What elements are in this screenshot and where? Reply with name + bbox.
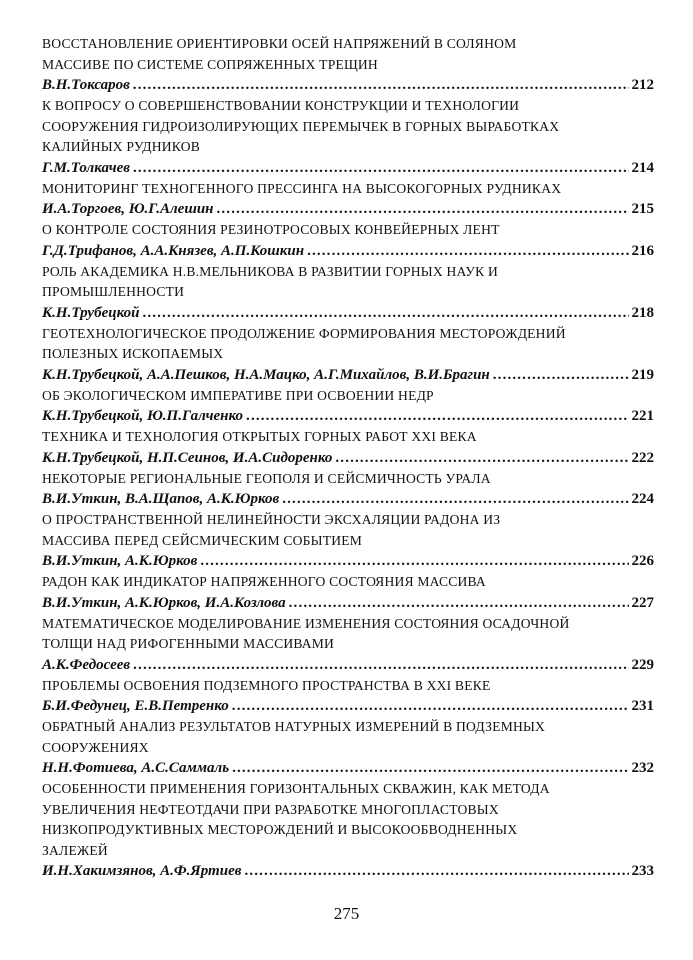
entry-page-number: 226 xyxy=(631,553,654,569)
entry-author-line xyxy=(42,406,654,427)
entry-author-line xyxy=(42,655,654,676)
toc-list xyxy=(42,34,654,882)
dot-leader xyxy=(282,489,628,510)
entry-authors: Г.М.Толкачев xyxy=(42,159,130,176)
entry-page-number: 215 xyxy=(631,201,654,217)
entry-title: РАДОН КАК ИНДИКАТОР НАПРЯЖЕННОГО СОСТОЯНИЯ МАССИВА xyxy=(42,574,486,589)
entry-title: О ПРОСТРАНСТВЕННОЙ НЕЛИНЕЙНОСТИ ЭКСХАЛЯЦИИ РАДОНА ИЗ МАССИВА ПЕРЕД СЕЙСМИЧЕСКИМ СОБЫТИЕМ xyxy=(42,512,501,548)
toc-entry xyxy=(42,96,654,179)
toc-entry xyxy=(42,614,654,676)
dot-leader xyxy=(200,551,628,572)
entry-page-number: 231 xyxy=(631,698,654,714)
dot-leader xyxy=(244,861,628,882)
entry-page-number: 221 xyxy=(631,408,654,424)
entry-title: ТЕХНИКА И ТЕХНОЛОГИЯ ОТКРЫТЫХ ГОРНЫХ РАБОТ XXI ВЕКА xyxy=(42,429,477,444)
page-number: 275 xyxy=(333,904,360,923)
dot-leader xyxy=(335,448,628,469)
entry-page-number: 233 xyxy=(631,863,654,879)
entry-title: ВОССТАНОВЛЕНИЕ ОРИЕНТИРОВКИ ОСЕЙ НАПРЯЖЕНИЙ В СОЛЯНОМ МАССИВЕ ПО СИСТЕМЕ СОПРЯЖЕННЫХ ТРЕЩИН xyxy=(42,36,517,72)
dot-leader xyxy=(217,199,629,220)
entry-author-line xyxy=(42,489,654,510)
entry-page-number: 219 xyxy=(631,366,654,383)
entry-title: ГЕОТЕХНОЛОГИЧЕСКОЕ ПРОДОЛЖЕНИЕ ФОРМИРОВАНИЯ МЕСТОРОЖДЕНИЙ ПОЛЕЗНЫХ ИСКОПАЕМЫХ xyxy=(42,325,566,361)
entry-page-number: 214 xyxy=(631,159,654,176)
dot-leader xyxy=(133,158,629,179)
entry-authors: В.И.Уткин, В.А.Щапов, А.К.Юрков xyxy=(42,491,280,507)
entry-authors: Г.Д.Трифанов, А.А.Князев, А.П.Кошкин xyxy=(42,242,305,259)
entry-authors: К.Н.Трубецкой, Н.П.Сеинов, И.А.Сидоренко xyxy=(42,449,333,466)
entry-authors: К.Н.Трубецкой, Ю.П.Галченко xyxy=(42,408,244,424)
entry-authors: А.К.Федосеев xyxy=(42,656,131,673)
toc-entry xyxy=(42,262,654,324)
toc-entry xyxy=(42,220,654,262)
toc-entry xyxy=(42,34,654,96)
dot-leader xyxy=(142,303,628,324)
entry-page-number: 229 xyxy=(631,656,654,673)
dot-leader xyxy=(133,655,628,676)
entry-author-line xyxy=(42,861,654,882)
toc-entry xyxy=(42,572,654,614)
entry-title: О КОНТРОЛЕ СОСТОЯНИЯ РЕЗИНОТРОСОВЫХ КОНВЕЙЕРНЫХ ЛЕНТ xyxy=(42,222,500,237)
dot-leader xyxy=(232,696,629,717)
entry-author-line xyxy=(42,158,654,179)
dot-leader xyxy=(493,365,629,386)
dot-leader xyxy=(289,593,629,614)
entry-authors: В.Н.Токсаров xyxy=(42,77,130,93)
entry-page-number: 227 xyxy=(631,594,654,611)
entry-title: К ВОПРОСУ О СОВЕРШЕНСТВОВАНИИ КОНСТРУКЦИИ И ТЕХНОЛОГИИ СООРУЖЕНИЯ ГИДРОИЗОЛИРУЮЩИХ ПЕРЕМЫЧЕК В ГОРНЫХ ВЫРАБОТКАХ КАЛИЙНЫХ РУДНИКОВ xyxy=(42,98,560,154)
entry-author-line xyxy=(42,593,654,614)
toc-entry xyxy=(42,717,654,779)
dot-leader xyxy=(246,406,628,427)
entry-page-number: 224 xyxy=(631,491,654,507)
entry-title: ОБРАТНЫЙ АНАЛИЗ РЕЗУЛЬТАТОВ НАТУРНЫХ ИЗМЕРЕНИЙ В ПОДЗЕМНЫХ СООРУЖЕНИЯХ xyxy=(42,719,546,755)
toc-entry xyxy=(42,386,654,428)
entry-page-number: 216 xyxy=(631,242,654,259)
entry-author-line xyxy=(42,696,654,717)
entry-title: НЕКОТОРЫЕ РЕГИОНАЛЬНЫЕ ГЕОПОЛЯ И СЕЙСМИЧНОСТЬ УРАЛА xyxy=(42,470,491,486)
entry-title: ПРОБЛЕМЫ ОСВОЕНИЯ ПОДЗЕМНОГО ПРОСТРАНСТВА В XXI ВЕКЕ xyxy=(42,677,491,693)
entry-author-line xyxy=(42,758,654,779)
entry-title: ОБ ЭКОЛОГИЧЕСКОМ ИМПЕРАТИВЕ ПРИ ОСВОЕНИИ НЕДР xyxy=(42,387,434,403)
entry-author-line xyxy=(42,241,654,262)
toc-entry xyxy=(42,510,654,572)
entry-authors: В.И.Уткин, А.К.Юрков, И.А.Козлова xyxy=(42,594,286,611)
entry-author-line xyxy=(42,303,654,324)
entry-page-number: 232 xyxy=(631,760,654,776)
entry-author-line xyxy=(42,551,654,572)
dot-leader xyxy=(232,758,628,779)
toc-entry xyxy=(42,676,654,718)
entry-title: МОНИТОРИНГ ТЕХНОГЕННОГО ПРЕССИНГА НА ВЫСОКОГОРНЫХ РУДНИКАХ xyxy=(42,180,562,196)
entry-title: ОСОБЕННОСТИ ПРИМЕНЕНИЯ ГОРИЗОНТАЛЬНЫХ СКВАЖИН, КАК МЕТОДА УВЕЛИЧЕНИЯ НЕФТЕОТДАЧИ ПРИ РАЗРАБОТКЕ МНОГОПЛАСТОВЫХ НИЗКОПРОДУКТИВНЫХ МЕСТОРОЖДЕНИЙ И ВЫСОКООБВОДНЕННЫХ ЗАЛЕЖЕЙ xyxy=(42,781,550,858)
toc-entry xyxy=(42,779,654,882)
toc-entry xyxy=(42,427,654,469)
toc-entry xyxy=(42,324,654,386)
entry-authors: В.И.Уткин, А.К.Юрков xyxy=(42,553,198,569)
entry-author-line xyxy=(42,448,654,469)
entry-authors: Б.И.Федунец, Е.В.Петренко xyxy=(42,698,229,714)
toc-entry xyxy=(42,469,654,511)
dot-leader xyxy=(133,75,629,96)
entry-author-line xyxy=(42,199,654,220)
entry-title: МАТЕМАТИЧЕСКОЕ МОДЕЛИРОВАНИЕ ИЗМЕНЕНИЯ СОСТОЯНИЯ ОСАДОЧНОЙ ТОЛЩИ НАД РИФОГЕННЫМИ МАССИВАМИ xyxy=(42,615,570,651)
entry-page-number: 218 xyxy=(631,304,654,321)
entry-authors: К.Н.Трубецкой, А.А.Пешков, Н.А.Мацко, А.Г.Михайлов, В.И.Брагин xyxy=(42,366,490,383)
entry-authors: И.А.Торгоев, Ю.Г.Алешин xyxy=(42,201,214,217)
entry-page-number: 212 xyxy=(631,77,654,93)
entry-author-line xyxy=(42,365,654,386)
entry-page-number: 222 xyxy=(631,449,654,466)
toc-entry xyxy=(42,179,654,221)
entry-authors: К.Н.Трубецкой xyxy=(42,304,140,321)
dot-leader xyxy=(307,241,628,262)
table-of-contents xyxy=(42,34,654,882)
entry-authors: Н.Н.Фотиева, А.С.Саммаль xyxy=(42,760,230,776)
entry-author-line xyxy=(42,75,654,96)
entry-authors: И.Н.Хакимзянов, А.Ф.Яртиев xyxy=(42,863,242,879)
entry-title: РОЛЬ АКАДЕМИКА Н.В.МЕЛЬНИКОВА В РАЗВИТИИ ГОРНЫХ НАУК И ПРОМЫШЛЕННОСТИ xyxy=(42,263,498,299)
